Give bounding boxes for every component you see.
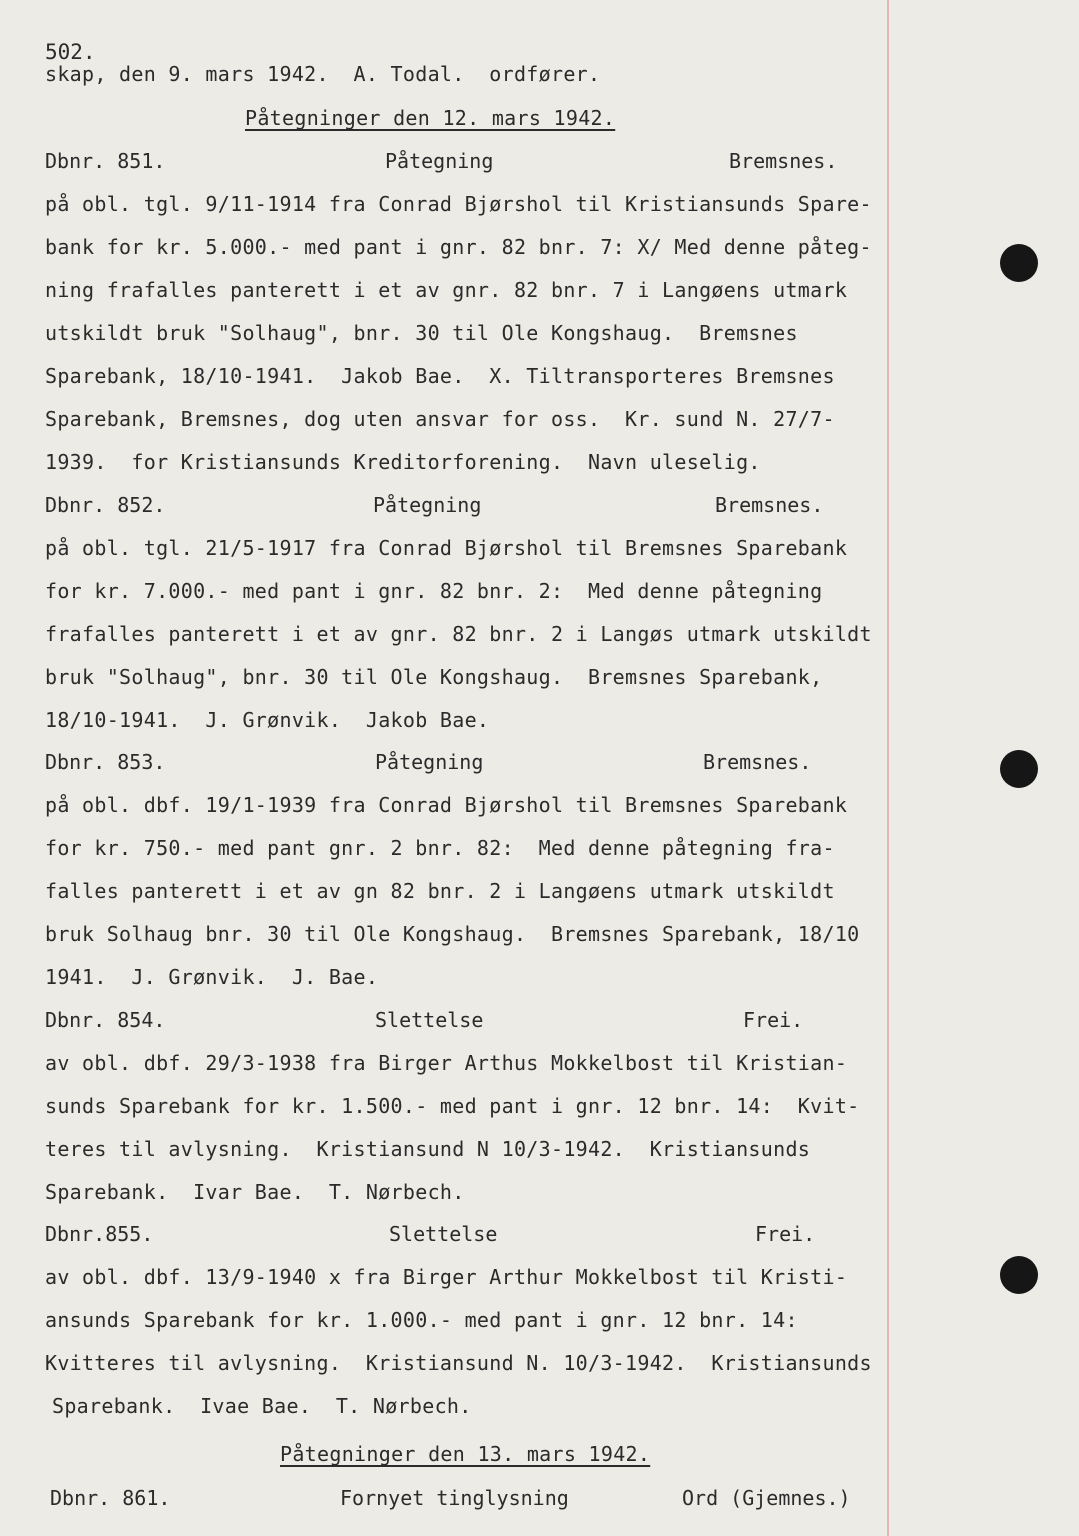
punch-hole xyxy=(1000,1256,1038,1294)
text-line: av obl. dbf. 13/9-1940 x fra Birger Arthur Mokkelbost til Kristi- xyxy=(45,1265,848,1289)
entry-place: Bremsnes. xyxy=(729,149,838,173)
section-heading: Påtegninger den 13. mars 1942. xyxy=(280,1442,651,1466)
entry-place: Ord (Gjemnes.) xyxy=(682,1486,851,1510)
text-line: ning frafalles panterett i et av gnr. 82 bnr. 7 i Langøens utmark xyxy=(45,278,848,302)
page-number: 502. xyxy=(45,40,96,64)
entry-number: Dbnr. 861. xyxy=(50,1486,171,1510)
entry-number: Dbnr.855. xyxy=(45,1222,154,1246)
text-line: Sparebank, 18/10-1941. Jakob Bae. X. Tiltransporteres Bremsnes xyxy=(45,364,835,388)
text-line: Sparebank. Ivae Bae. T. Nørbech. xyxy=(52,1394,472,1418)
text-line: utskildt bruk "Solhaug", bnr. 30 til Ole Kongshaug. Bremsnes xyxy=(45,321,798,345)
text-line: sunds Sparebank for kr. 1.500.- med pant i gnr. 12 bnr. 14: Kvit- xyxy=(45,1094,860,1118)
entry-number: Dbnr. 852. xyxy=(45,493,166,517)
text-line: ansunds Sparebank for kr. 1.000.- med pant i gnr. 12 bnr. 14: xyxy=(45,1308,798,1332)
text-line: frafalles panterett i et av gnr. 82 bnr. 2 i Langøs utmark utskildt xyxy=(45,622,872,646)
text-line: bruk Solhaug bnr. 30 til Ole Kongshaug. Bremsnes Sparebank, 18/10 xyxy=(45,922,860,946)
text-line: for kr. 7.000.- med pant i gnr. 82 bnr. 2: Med denne påtegning xyxy=(45,579,823,603)
text-line: teres til avlysning. Kristiansund N 10/3-1942. Kristiansunds xyxy=(45,1137,811,1161)
text-line: 1939. for Kristiansunds Kreditorforening. Navn uleselig. xyxy=(45,450,761,474)
text-line: 1941. J. Grønvik. J. Bae. xyxy=(45,965,379,989)
text-line: på obl. dbf. 19/1-1939 fra Conrad Bjørshol til Bremsnes Sparebank xyxy=(45,793,848,817)
entry-number: Dbnr. 854. xyxy=(45,1008,166,1032)
punch-hole xyxy=(1000,244,1038,282)
text-line: bruk "Solhaug", bnr. 30 til Ole Kongshaug. Bremsnes Sparebank, xyxy=(45,665,823,689)
text-line: Sparebank. Ivar Bae. T. Nørbech. xyxy=(45,1180,465,1204)
entry-place: Bremsnes. xyxy=(703,750,812,774)
entry-type: Påtegning xyxy=(373,493,482,517)
entry-type: Slettelse xyxy=(375,1008,484,1032)
text-line: for kr. 750.- med pant gnr. 2 bnr. 82: Med denne påtegning fra- xyxy=(45,836,835,860)
section-heading: Påtegninger den 12. mars 1942. xyxy=(245,106,616,130)
text-line: Sparebank, Bremsnes, dog uten ansvar for oss. Kr. sund N. 27/7- xyxy=(45,407,835,431)
entry-place: Bremsnes. xyxy=(715,493,824,517)
entry-place: Frei. xyxy=(755,1222,816,1246)
text-line: på obl. tgl. 9/11-1914 fra Conrad Bjørshol til Kristiansunds Spare- xyxy=(45,192,872,216)
entry-type: Påtegning xyxy=(385,149,494,173)
entry-type: Slettelse xyxy=(389,1222,498,1246)
entry-number: Dbnr. 851. xyxy=(45,149,166,173)
text-line: av obl. dbf. 29/3-1938 fra Birger Arthus Mokkelbost til Kristian- xyxy=(45,1051,848,1075)
entry-place: Frei. xyxy=(743,1008,804,1032)
entry-number: Dbnr. 853. xyxy=(45,750,166,774)
text-line: skap, den 9. mars 1942. A. Todal. ordfører. xyxy=(45,62,601,86)
punch-hole xyxy=(1000,750,1038,788)
entry-type: Fornyet tinglysning xyxy=(340,1486,569,1510)
entry-type: Påtegning xyxy=(375,750,484,774)
text-line: falles panterett i et av gn 82 bnr. 2 i Langøens utmark utskildt xyxy=(45,879,835,903)
text-line: på obl. tgl. 21/5-1917 fra Conrad Bjørshol til Bremsnes Sparebank xyxy=(45,536,848,560)
text-line: bank for kr. 5.000.- med pant i gnr. 82 bnr. 7: X/ Med denne påteg- xyxy=(45,235,872,259)
text-line: Kvitteres til avlysning. Kristiansund N. 10/3-1942. Kristiansunds xyxy=(45,1351,872,1375)
text-line: 18/10-1941. J. Grønvik. Jakob Bae. xyxy=(45,708,490,732)
